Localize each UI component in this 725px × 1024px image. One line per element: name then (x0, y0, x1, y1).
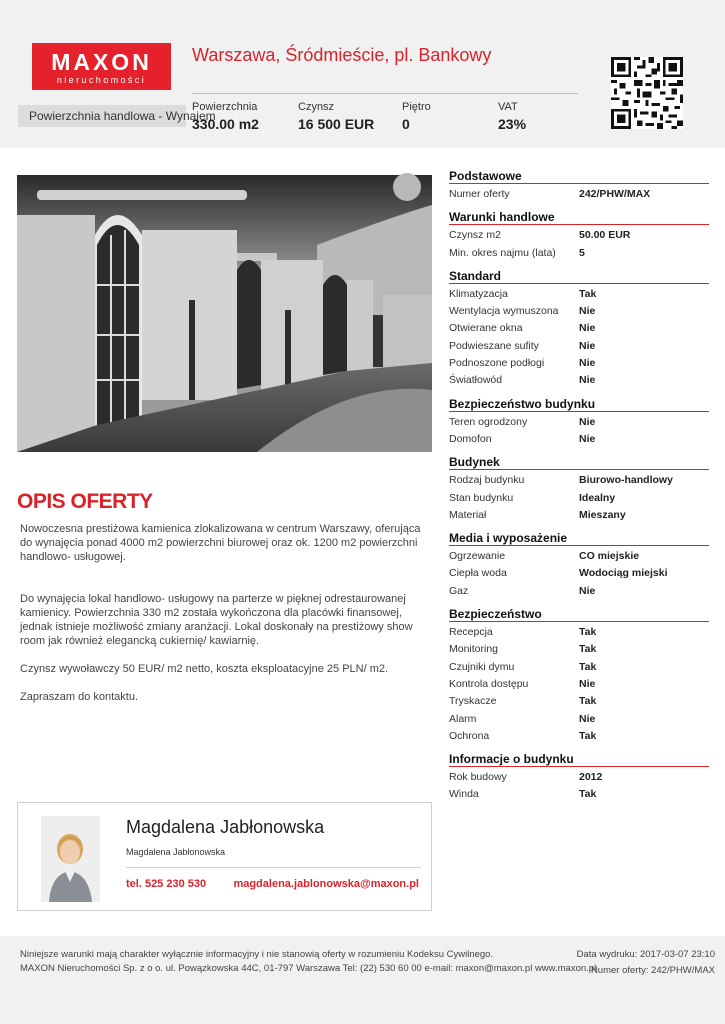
param-section-title: Podstawowe (449, 168, 709, 184)
param-section (449, 396, 709, 449)
param-label: Domofon (449, 432, 492, 445)
description-text (20, 522, 425, 718)
param-value: Wodociąg miejski (579, 567, 668, 580)
param-value: 5 (579, 246, 585, 259)
param-section-title: Standard (449, 268, 709, 284)
param-label: Podnoszone podłogi (449, 357, 545, 370)
param-value: Tak (579, 695, 597, 708)
param-section-title: Bezpieczeństwo budynku (449, 396, 709, 412)
param-value: 2012 (579, 771, 603, 784)
param-row (449, 565, 709, 582)
stat-value: 23% (498, 116, 527, 132)
param-value: 50.00 EUR (579, 229, 631, 242)
param-row (449, 320, 709, 337)
footer-disclaimer: Niniejsze warunki mają charakter wyłącznie informacyjny i nie stanowią oferty w rozumieniu Kodeksu Cywilnego. (20, 949, 494, 960)
param-value: Nie (579, 432, 596, 445)
qr-code-icon[interactable] (611, 57, 683, 129)
footer-offer-number: Numer oferty: 242/PHW/MAX (590, 965, 715, 976)
param-row (449, 286, 709, 303)
stat-vat (498, 100, 526, 134)
stat-rent (298, 100, 374, 134)
footer (0, 936, 725, 1024)
agent-name: Magdalena Jabłonowska (126, 817, 325, 837)
param-section (449, 209, 709, 262)
param-row (449, 245, 709, 262)
param-label: Teren ogrodzony (449, 415, 528, 428)
description-paragraph: Do wynajęcia lokal handlowo- usługowy na parterze w pięknej odrestaurowanej kamienicy. Powierzchnia 330 m2 została wykończona dla placówki finansowej, jednak istnieje możliwość zmiany aranżacji. Lokal doskonały na prestiżowy show room jak również elegancką cukiernię/ kawiarnię. (20, 593, 413, 647)
param-label: Numer oferty (449, 188, 510, 200)
agent-card (17, 802, 432, 911)
param-section (449, 268, 709, 390)
param-row (449, 303, 709, 320)
param-section-title: Bezpieczeństwo (449, 606, 709, 622)
param-value: Mieszany (579, 508, 626, 521)
param-label: Recepcja (449, 626, 493, 639)
stat-label: Piętro (402, 101, 431, 113)
param-section-title: Media i wyposażenie (449, 530, 709, 546)
param-label: Monitoring (449, 643, 499, 656)
param-row (449, 583, 709, 600)
header (0, 0, 725, 148)
param-label: Otwierane okna (449, 322, 523, 335)
param-row (449, 786, 709, 803)
stat-area (192, 100, 259, 134)
param-label: Klimatyzacja (449, 287, 508, 300)
param-label: Wentylacja wymuszona (449, 305, 559, 318)
param-value: Tak (579, 643, 597, 656)
param-section-title: Warunki handlowe (449, 209, 709, 225)
agent-phone-link[interactable]: tel. 525 230 530 (126, 878, 207, 890)
param-value: Nie (579, 339, 596, 352)
param-section (449, 168, 709, 203)
param-label: Ciepła woda (449, 567, 507, 580)
description-paragraph: Czynsz wywoławczy 50 EUR/ m2 netto, koszta eksploatacyjne 25 PLN/ m2. (20, 663, 389, 675)
param-label: Stan budynku (449, 491, 514, 504)
param-label: Winda (449, 788, 479, 801)
agent-subtitle: Magdalena Jabłonowska (126, 847, 226, 857)
offer-parameters (449, 168, 709, 810)
logo-subtitle: nieruchomości (56, 75, 147, 85)
stat-value: 0 (402, 116, 410, 132)
offer-type-label: Powierzchnia handlowa - Wynajem (18, 105, 186, 127)
description-paragraph: Nowoczesna prestiżowa kamienica zlokalizowana w centrum Warszawy, oferująca do wynajęcia ponad 4000 m2 powierzchni biurowej oraz ok. 1200 m2 powierzchni handlowo- usługowej. (20, 523, 421, 563)
param-value: Nie (579, 712, 596, 725)
param-row (449, 472, 709, 489)
param-row (449, 414, 709, 431)
param-value: Nie (579, 305, 596, 318)
param-label: Czujniki dymu (449, 660, 515, 673)
param-label: Min. okres najmu (lata) (449, 246, 556, 259)
param-row (449, 490, 709, 507)
param-row (449, 676, 709, 693)
header-divider (192, 93, 578, 94)
param-row (449, 355, 709, 372)
param-value: Idealny (579, 491, 616, 504)
param-section-title: Informacje o budynku (449, 751, 709, 767)
stat-value: 16 500 EUR (298, 116, 375, 132)
param-row (449, 769, 709, 786)
param-label: Ogrzewanie (449, 550, 506, 563)
param-value: Biurowo-handlowy (579, 474, 673, 487)
footer-info (20, 948, 596, 976)
param-row (449, 227, 709, 244)
param-value: Nie (579, 357, 596, 370)
param-section-title: Budynek (449, 454, 709, 470)
offer-address: Warszawa, Śródmieście, pl. Bankowy (192, 45, 492, 65)
footer-meta (577, 948, 715, 978)
param-section (449, 751, 709, 804)
param-label: Czynsz m2 (449, 229, 501, 242)
param-label: Rodzaj budynku (449, 474, 525, 487)
param-value: Nie (579, 322, 596, 335)
param-section (449, 606, 709, 745)
agent-avatar (41, 816, 100, 902)
param-row (449, 431, 709, 448)
param-label: Rok budowy (449, 771, 507, 784)
param-row (449, 693, 709, 710)
stat-label: Czynsz (298, 101, 335, 113)
param-label: Podwieszane sufity (449, 339, 539, 352)
param-value: 242/PHW/MAX (579, 188, 651, 200)
param-row (449, 641, 709, 658)
param-row (449, 659, 709, 676)
param-row (449, 624, 709, 641)
logo-brand: MAXON (51, 49, 152, 75)
footer-print-date: Data wydruku: 2017-03-07 23:10 (576, 949, 715, 960)
param-label: Gaz (449, 584, 469, 597)
param-value: Tak (579, 660, 597, 673)
param-label: Ochrona (449, 729, 490, 742)
footer-company: MAXON Nieruchomości Sp. z o o. ul. Powązkowska 44C, 01-797 Warszawa Tel: (22) 530 60 00 e-mail: maxon@maxon.pl www.maxon.pl (20, 963, 597, 974)
description-title: OPIS OFERTY (17, 490, 153, 513)
param-row (449, 186, 709, 203)
agent-email-link[interactable]: magdalena.jablonowska@maxon.pl (233, 878, 419, 890)
param-section (449, 530, 709, 600)
maxon-logo[interactable] (32, 43, 171, 90)
stat-value: 330.00 m2 (192, 116, 259, 132)
param-label: Alarm (449, 712, 477, 725)
param-value: Nie (579, 374, 596, 387)
param-value: CO miejskie (579, 550, 640, 563)
param-row (449, 507, 709, 524)
param-label: Kontrola dostępu (449, 677, 529, 690)
stat-label: VAT (498, 101, 518, 113)
agent-divider (126, 867, 421, 868)
param-value: Tak (579, 287, 597, 300)
stat-floor (402, 100, 431, 134)
param-section (449, 454, 709, 524)
param-label: Materiał (449, 508, 487, 521)
param-value: Tak (579, 626, 597, 639)
param-value: Nie (579, 584, 596, 597)
param-value: Tak (579, 788, 597, 801)
param-row (449, 548, 709, 565)
param-label: Światłowód (449, 374, 503, 387)
description-paragraph: Zapraszam do kontaktu. (20, 691, 139, 703)
param-value: Nie (579, 677, 596, 690)
param-row (449, 728, 709, 745)
param-row (449, 372, 709, 389)
property-photo[interactable] (17, 175, 432, 452)
param-value: Nie (579, 415, 596, 428)
param-label: Tryskacze (449, 695, 497, 708)
stat-label: Powierzchnia (192, 101, 258, 113)
param-row (449, 711, 709, 728)
param-row (449, 338, 709, 355)
param-value: Tak (579, 729, 597, 742)
